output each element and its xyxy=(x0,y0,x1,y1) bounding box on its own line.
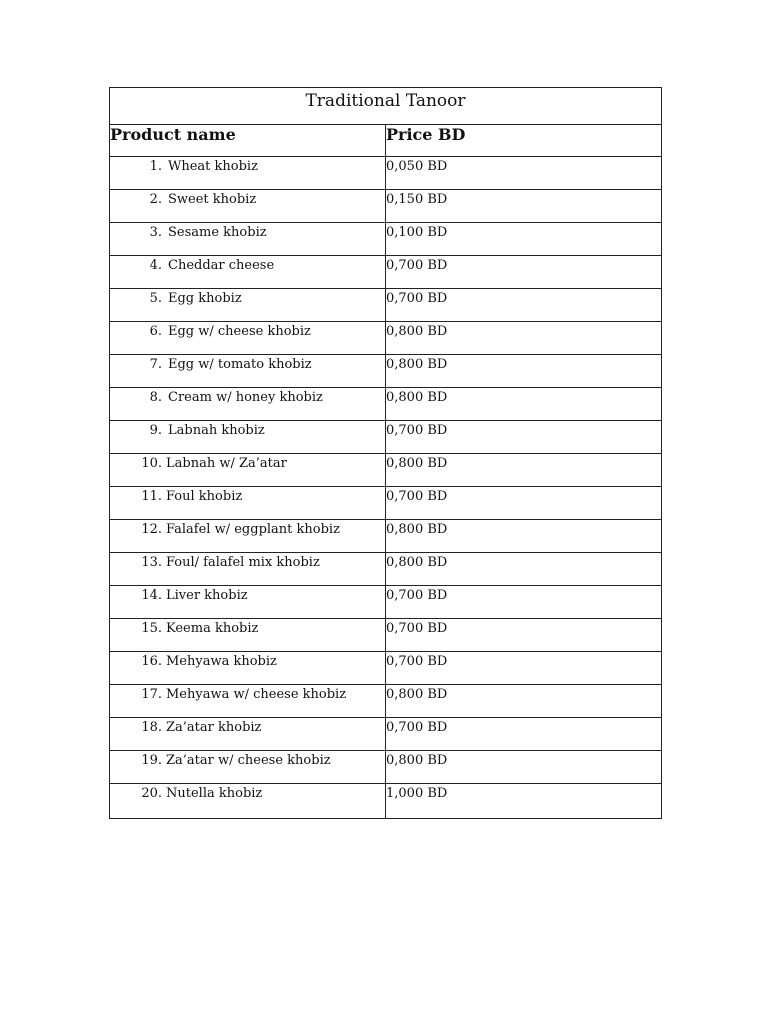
price-cell: 0,700 BD xyxy=(386,718,662,751)
title-row xyxy=(110,88,662,125)
product-cell xyxy=(110,355,386,388)
item-number: 18. xyxy=(141,720,162,735)
price-table xyxy=(109,87,662,819)
product-name: Labnah khobiz xyxy=(168,423,265,438)
item-number: 12. xyxy=(141,522,162,537)
product-name: Keema khobiz xyxy=(166,621,259,636)
item-number: 2. xyxy=(149,192,162,207)
price-cell: 0,800 BD xyxy=(386,751,662,784)
product-name: Labnah w/ Za’atar xyxy=(166,456,287,471)
price-cell: 0,700 BD xyxy=(386,256,662,289)
product-name: Egg w/ tomato khobiz xyxy=(168,357,312,372)
price-cell: 0,800 BD xyxy=(386,454,662,487)
price-cell: 0,100 BD xyxy=(386,223,662,256)
item-number: 11. xyxy=(141,489,162,504)
product-cell xyxy=(110,421,386,454)
product-cell xyxy=(110,751,386,784)
product-name: Wheat khobiz xyxy=(168,159,258,174)
product-cell xyxy=(110,454,386,487)
item-number: 6. xyxy=(149,324,162,339)
product-cell xyxy=(110,223,386,256)
item-number: 1. xyxy=(149,159,162,174)
product-name: Foul khobiz xyxy=(166,489,243,504)
price-cell: 0,800 BD xyxy=(386,553,662,586)
product-cell xyxy=(110,256,386,289)
product-cell xyxy=(110,553,386,586)
table-row xyxy=(110,454,662,487)
price-cell: 0,800 BD xyxy=(386,685,662,718)
product-cell xyxy=(110,652,386,685)
table-row xyxy=(110,718,662,751)
table-row xyxy=(110,256,662,289)
price-cell: 0,700 BD xyxy=(386,487,662,520)
price-cell: 0,050 BD xyxy=(386,157,662,190)
item-number: 4. xyxy=(149,258,162,273)
product-name: Nutella khobiz xyxy=(166,786,263,801)
product-name: Za’atar khobiz xyxy=(166,720,262,735)
price-cell: 0,800 BD xyxy=(386,322,662,355)
table-row xyxy=(110,751,662,784)
item-number: 3. xyxy=(149,225,162,240)
header-row xyxy=(110,125,662,157)
table-row xyxy=(110,355,662,388)
table-row xyxy=(110,553,662,586)
price-cell: 0,800 BD xyxy=(386,520,662,553)
product-name: Egg khobiz xyxy=(168,291,242,306)
table-row xyxy=(110,190,662,223)
item-number: 16. xyxy=(141,654,162,669)
product-cell xyxy=(110,157,386,190)
table-row xyxy=(110,388,662,421)
product-cell xyxy=(110,586,386,619)
product-name: Egg w/ cheese khobiz xyxy=(168,324,311,339)
table-row xyxy=(110,157,662,190)
price-cell: 0,150 BD xyxy=(386,190,662,223)
item-number: 9. xyxy=(149,423,162,438)
product-cell xyxy=(110,322,386,355)
item-number: 10. xyxy=(141,456,162,471)
table-row xyxy=(110,223,662,256)
price-cell: 0,700 BD xyxy=(386,421,662,454)
table-row xyxy=(110,784,662,819)
table-row xyxy=(110,652,662,685)
product-name: Falafel w/ eggplant khobiz xyxy=(166,522,340,537)
product-cell xyxy=(110,685,386,718)
item-number: 17. xyxy=(141,687,162,702)
price-cell: 0,800 BD xyxy=(386,388,662,421)
table-row xyxy=(110,586,662,619)
product-cell xyxy=(110,718,386,751)
table-row xyxy=(110,520,662,553)
product-name: Mehyawa khobiz xyxy=(166,654,277,669)
product-name-header: Product name xyxy=(110,125,386,157)
table-row xyxy=(110,685,662,718)
table-row xyxy=(110,619,662,652)
product-cell xyxy=(110,520,386,553)
price-header: Price BD xyxy=(386,125,662,157)
price-cell: 0,700 BD xyxy=(386,619,662,652)
table-row xyxy=(110,487,662,520)
product-name: Foul/ falafel mix khobiz xyxy=(166,555,320,570)
item-number: 15. xyxy=(141,621,162,636)
product-name: Mehyawa w/ cheese khobiz xyxy=(166,687,347,702)
price-cell: 1,000 BD xyxy=(386,784,662,819)
item-number: 8. xyxy=(149,390,162,405)
product-cell xyxy=(110,487,386,520)
price-table-body xyxy=(110,88,662,819)
item-number: 14. xyxy=(141,588,162,603)
price-cell: 0,700 BD xyxy=(386,652,662,685)
product-name: Liver khobiz xyxy=(166,588,248,603)
table-row xyxy=(110,322,662,355)
product-name: Sesame khobiz xyxy=(168,225,267,240)
item-number: 19. xyxy=(141,753,162,768)
item-number: 5. xyxy=(149,291,162,306)
table-row xyxy=(110,421,662,454)
product-name: Cheddar cheese xyxy=(168,258,275,273)
product-cell xyxy=(110,784,386,819)
item-number: 7. xyxy=(149,357,162,372)
table-row xyxy=(110,289,662,322)
product-cell xyxy=(110,190,386,223)
price-cell: 0,700 BD xyxy=(386,586,662,619)
product-cell xyxy=(110,289,386,322)
item-number: 20. xyxy=(141,786,162,801)
product-cell xyxy=(110,619,386,652)
item-number: 13. xyxy=(141,555,162,570)
product-name: Za’atar w/ cheese khobiz xyxy=(166,753,331,768)
price-cell: 0,800 BD xyxy=(386,355,662,388)
table-title: Traditional Tanoor xyxy=(110,88,662,125)
product-cell xyxy=(110,388,386,421)
product-name: Sweet khobiz xyxy=(168,192,257,207)
price-cell: 0,700 BD xyxy=(386,289,662,322)
product-name: Cream w/ honey khobiz xyxy=(168,390,323,405)
